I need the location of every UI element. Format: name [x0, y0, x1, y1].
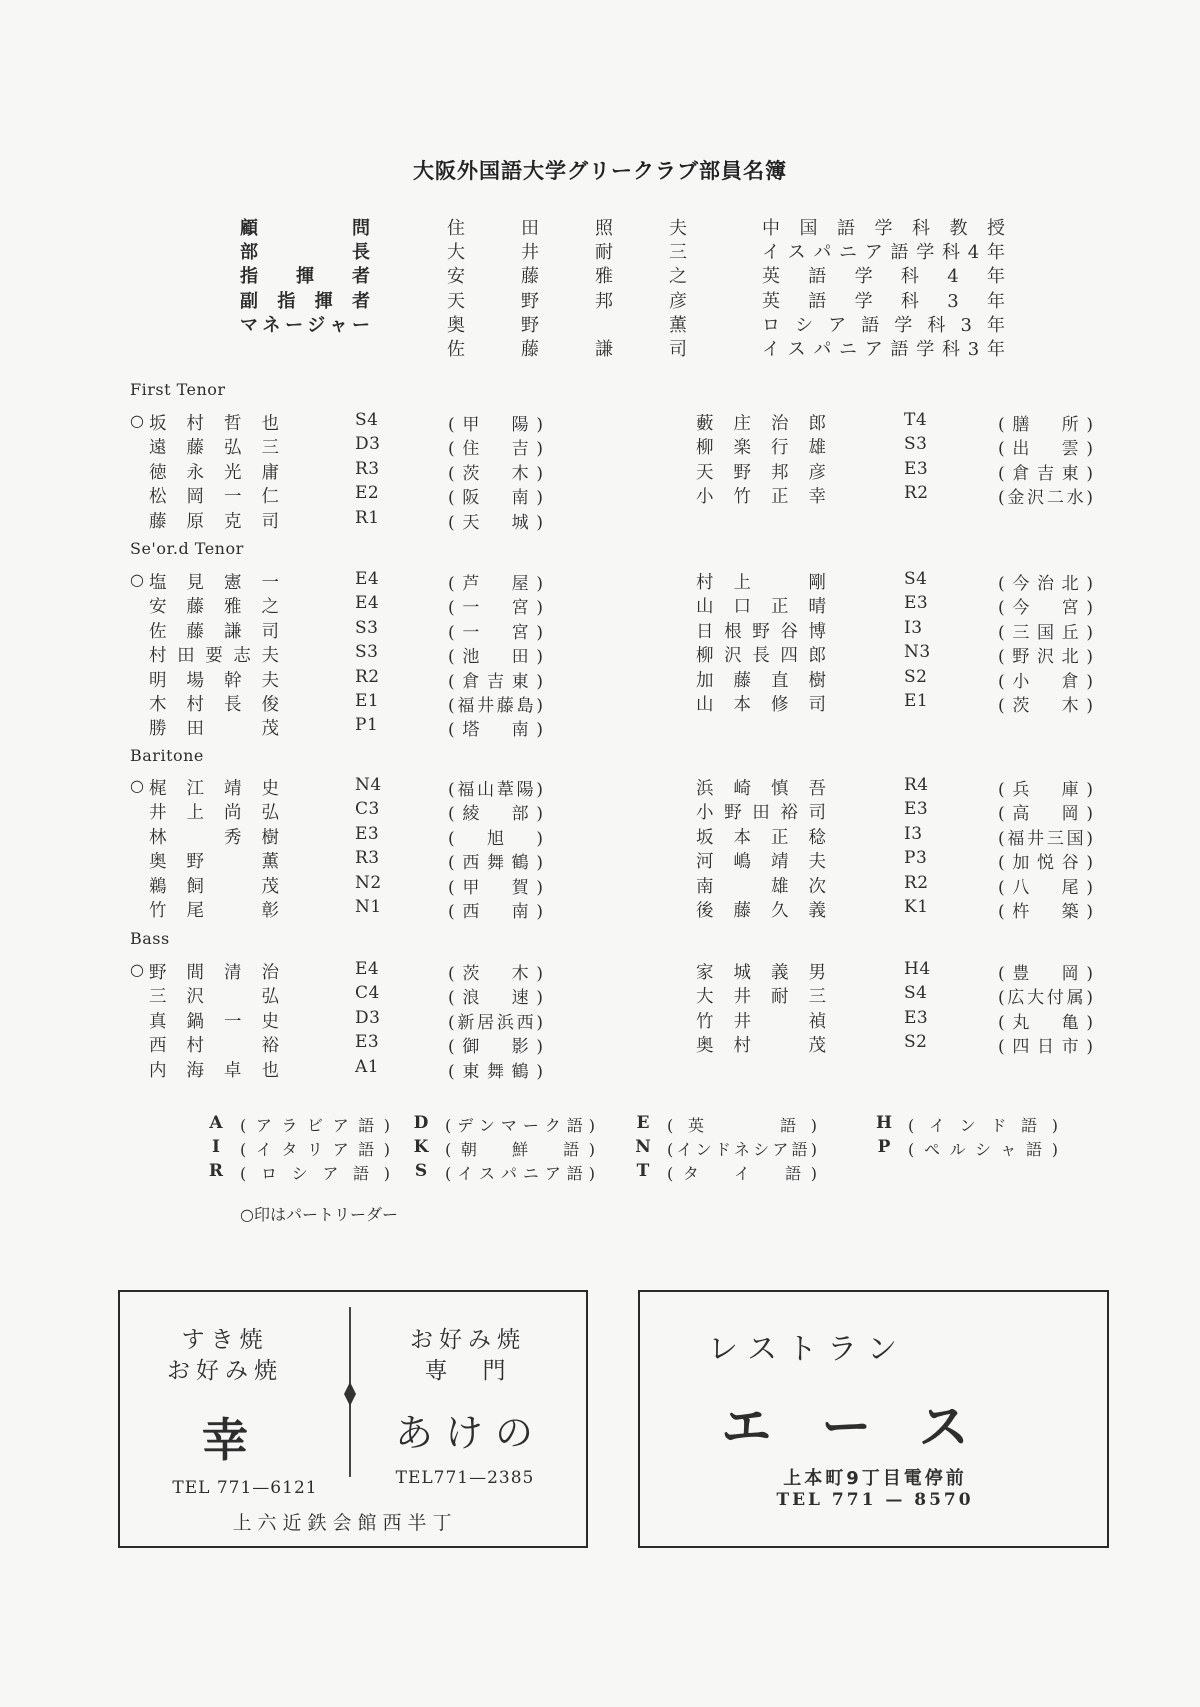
legend-code: A: [209, 1113, 223, 1133]
member-name: 浜崎慎吾: [696, 779, 826, 799]
member-name: 西村 裕: [149, 1036, 279, 1057]
member-hometown: (西 南): [448, 901, 543, 922]
officer-name: 住田照夫: [447, 218, 687, 239]
ad-shop-name: 幸: [202, 1413, 248, 1467]
member-hometown: (三国丘): [998, 622, 1093, 643]
member-name: 天野邦彦: [696, 462, 826, 483]
member-hometown: (倉吉東): [448, 671, 543, 692]
member-hometown: (茨 木): [448, 964, 543, 984]
member-name: 柳沢長四郎: [696, 646, 826, 667]
member-code: D3: [355, 1007, 381, 1028]
section-members: [130, 410, 1093, 533]
member-name: 小竹正幸: [696, 487, 826, 508]
member-hometown: (綾 部): [448, 804, 543, 825]
member-hometown: (浪 速): [448, 988, 543, 1009]
member-row: [130, 642, 1093, 668]
ad-telephone: TEL771—2385: [395, 1468, 535, 1488]
legend-language: (インドネシア語): [667, 1140, 817, 1159]
legend-code: S: [414, 1161, 428, 1181]
officer-name: 奥野 薫: [447, 314, 687, 336]
member-code: S4: [904, 569, 928, 589]
member-code: E4: [355, 593, 380, 614]
officer-role: 副指揮者: [240, 290, 370, 312]
member-name: 真鍋一史: [149, 1011, 279, 1032]
legend-code: N: [635, 1137, 651, 1157]
member-name: 南 雄次: [696, 876, 826, 897]
legend-language: (イスパニア語): [445, 1164, 595, 1183]
ad-restaurant-type: レストラン: [708, 1332, 908, 1367]
member-name: 坂本正稔: [696, 827, 826, 848]
section-members: [130, 569, 1093, 741]
member-hometown: (一 宮): [448, 622, 543, 643]
member-hometown: (一 宮): [448, 598, 543, 619]
ad-telephone: TEL 771 — 8570: [776, 1490, 974, 1510]
part-leader-mark: ○: [130, 776, 144, 795]
member-hometown: (杵 築): [998, 901, 1093, 922]
member-name: 鵜飼 茂: [149, 876, 279, 897]
officers-list: [240, 214, 1010, 359]
member-name: 林 秀樹: [149, 827, 279, 848]
member-name: 内海卓也: [149, 1060, 279, 1081]
member-code: N1: [355, 896, 382, 917]
member-hometown: (新居浜西): [448, 1012, 543, 1033]
member-hometown: (福井藤島): [448, 695, 543, 716]
member-name: 徳永光庸: [149, 462, 279, 483]
legend-language: (ロシア語): [240, 1164, 390, 1183]
legend-row: [205, 1161, 1065, 1185]
member-hometown: (兵 庫): [998, 780, 1093, 800]
member-code: H4: [904, 959, 931, 979]
member-code: E3: [904, 799, 929, 820]
member-code: N2: [355, 872, 382, 893]
member-name: 梶江靖史: [149, 779, 279, 799]
member-name: 竹尾 彰: [149, 900, 279, 921]
member-code: A1: [355, 1056, 380, 1077]
member-hometown: (丸 亀): [998, 1012, 1093, 1033]
member-name: 村上 剛: [696, 573, 826, 593]
officer-row: [240, 311, 1010, 335]
member-row: [130, 593, 1093, 619]
ad-shop-name: あけの: [394, 1411, 545, 1455]
section-members: [130, 775, 1093, 922]
member-hometown: (西舞鶴): [448, 853, 543, 874]
member-hometown: (加悦谷): [998, 853, 1093, 874]
member-code: E4: [355, 959, 380, 979]
member-name: 塩見憲一: [149, 573, 279, 593]
member-code: E3: [355, 823, 380, 844]
officer-row: [240, 335, 1010, 359]
member-row: [130, 896, 1093, 922]
member-hometown: (野沢北): [998, 647, 1093, 668]
ad-subtitle-line: 専 門: [424, 1358, 512, 1384]
member-hometown: (福山葦陽): [448, 780, 543, 800]
member-code: P3: [904, 848, 928, 869]
legend-code: P: [877, 1137, 891, 1157]
member-row: [130, 690, 1093, 716]
officer-role: マネージャー: [240, 314, 370, 336]
member-name: 遠藤弘三: [149, 438, 279, 459]
legend-code: R: [208, 1161, 224, 1181]
member-code: K1: [904, 896, 929, 917]
member-code: R3: [355, 848, 380, 869]
member-name: 木村長俊: [149, 694, 279, 715]
member-code: S4: [355, 410, 379, 430]
member-hometown: (今治北): [998, 574, 1093, 594]
legend-language: (イタリア語): [240, 1140, 390, 1159]
member-hometown: (池 田): [448, 647, 543, 668]
member-code: R1: [355, 507, 380, 528]
member-name: 奥村 茂: [696, 1036, 826, 1057]
member-row: [130, 1032, 1093, 1058]
member-name: 三沢 弘: [149, 987, 279, 1008]
member-row: [130, 799, 1093, 825]
member-row: [130, 483, 1093, 509]
member-hometown: (阪 南): [448, 488, 543, 509]
member-code: E3: [904, 1007, 929, 1028]
member-code: N3: [904, 642, 931, 663]
member-hometown: (茨 木): [998, 695, 1093, 716]
member-hometown: (甲 陽): [448, 415, 543, 435]
member-name: 日根野谷博: [696, 621, 826, 642]
officer-name: 天野邦彦: [447, 290, 687, 312]
legend-language: (デンマーク語): [445, 1116, 595, 1135]
legend-language: (アラビア語): [240, 1116, 390, 1135]
member-hometown: (出 雲): [998, 439, 1093, 460]
legend-language: (英 語): [667, 1116, 817, 1135]
legend-row: [205, 1113, 1065, 1137]
legend-row: [205, 1137, 1065, 1161]
ad-address: 上本町9丁目電停前: [783, 1468, 967, 1489]
legend-code: E: [636, 1113, 650, 1133]
member-code: R2: [355, 666, 380, 687]
member-row: [130, 775, 1093, 800]
legend-code: H: [875, 1113, 893, 1133]
section-label-first-tenor: First Tenor: [130, 380, 226, 399]
member-hometown: (甲 賀): [448, 877, 543, 898]
member-code: E2: [355, 483, 380, 504]
member-name: 山本修司: [696, 694, 826, 715]
member-name: 明場幹夫: [149, 670, 279, 691]
part-leader-mark: ○: [130, 570, 144, 589]
member-hometown: (御 影): [448, 1037, 543, 1058]
member-hometown: (茨 木): [448, 463, 543, 484]
legend-code: K: [413, 1137, 429, 1157]
member-name: 松岡一仁: [149, 487, 279, 508]
member-hometown: (今 宮): [998, 598, 1093, 619]
member-row: [130, 823, 1093, 849]
member-code: S4: [904, 983, 928, 1004]
member-name: 佐藤謙司: [149, 621, 279, 642]
member-row: [130, 848, 1093, 874]
member-hometown: (高 岡): [998, 804, 1093, 825]
member-row: [130, 1057, 1090, 1081]
member-code: S3: [355, 642, 379, 663]
legend-code: T: [636, 1161, 650, 1181]
officer-dept: イスパニア語学科3年: [762, 338, 1005, 360]
member-row: [130, 617, 1093, 643]
member-hometown: (東舞鶴): [448, 1061, 543, 1082]
member-hometown: (四日市): [998, 1037, 1093, 1058]
member-name: 坂村哲也: [149, 414, 279, 434]
officer-role: 部 長: [240, 242, 370, 264]
member-name: 加藤直樹: [696, 670, 826, 691]
member-code: S2: [904, 1032, 928, 1053]
member-hometown: (天 城): [448, 512, 543, 533]
member-hometown: (八 尾): [998, 877, 1093, 898]
ad-subtitle: [150, 1325, 300, 1387]
member-code: S2: [904, 666, 928, 687]
member-name: 藤原克司: [149, 511, 279, 532]
advertisement-left: [118, 1290, 588, 1548]
member-code: D3: [355, 434, 381, 455]
member-code: I3: [904, 617, 923, 638]
member-hometown: (福井三国): [998, 828, 1093, 849]
member-code: N4: [355, 775, 382, 795]
member-row: [130, 458, 1093, 484]
member-name: 勝田 茂: [149, 719, 279, 740]
member-row: [130, 983, 1093, 1009]
member-code: R2: [904, 872, 929, 893]
legend-code: D: [413, 1113, 429, 1133]
officer-dept: 英語学科4年: [762, 266, 1005, 288]
officer-name: 安藤雅之: [447, 266, 687, 288]
member-code: C3: [355, 799, 380, 820]
member-name: 竹井 禎: [696, 1011, 826, 1032]
member-name: 後藤久義: [696, 900, 826, 921]
member-hometown: (塔 南): [448, 720, 543, 741]
member-code: P1: [355, 715, 379, 736]
legend-language: (朝 鮮 語): [445, 1140, 595, 1159]
member-hometown: (膳 所): [998, 415, 1093, 435]
part-leader-mark: ○: [130, 411, 144, 430]
member-name: 大井耐三: [696, 987, 826, 1008]
part-leader-note: ○印はパートリーダー: [240, 1205, 398, 1224]
member-code: R2: [904, 483, 929, 504]
member-hometown: (小 倉): [998, 671, 1093, 692]
member-code: C4: [355, 983, 380, 1004]
officer-row: [240, 214, 1010, 238]
member-name: 野間清治: [149, 963, 279, 983]
member-name: 藪庄治郎: [696, 414, 826, 434]
member-row: [130, 508, 1090, 532]
legend-language: (ペルシャ語): [908, 1140, 1058, 1159]
officer-dept: 英語学科3年: [762, 290, 1005, 312]
officer-role: 指揮者: [240, 266, 370, 288]
part-leader-mark: ○: [130, 960, 144, 979]
member-row: [130, 569, 1093, 594]
officer-role: 顧 問: [240, 218, 370, 239]
member-name: 井上尚弘: [149, 803, 279, 824]
section-label-second-tenor: Se'or.d Tenor: [130, 539, 244, 558]
member-hometown: (倉吉東): [998, 463, 1093, 484]
member-hometown: (広大付属): [998, 988, 1093, 1009]
member-hometown: (金沢二水): [998, 488, 1093, 509]
ad-telephone: TEL 771—6121: [172, 1478, 318, 1498]
member-code: S3: [355, 617, 379, 638]
officer-row: [240, 262, 1010, 286]
ad-subtitle-line: お好み焼: [410, 1327, 526, 1353]
member-row: [130, 1007, 1093, 1033]
officer-dept: 中国語学科教授: [762, 218, 1005, 239]
member-name: 小野田裕司: [696, 803, 826, 824]
officer-dept: イスパニア語学科4年: [762, 242, 1005, 264]
member-code: T4: [904, 410, 928, 430]
officer-name: 佐藤謙司: [447, 338, 687, 360]
member-row: [130, 872, 1093, 898]
member-code: I3: [904, 823, 923, 844]
ad-address: 上六近鉄会館西半丁: [232, 1512, 458, 1534]
ad-subtitle: [368, 1325, 568, 1387]
page-title: 大阪外国語大学グリークラブ部員名簿: [413, 159, 787, 183]
officer-row: [240, 238, 1010, 262]
section-members: [130, 959, 1093, 1082]
ornament-icon: [344, 1382, 356, 1406]
member-name: 家城義男: [696, 963, 826, 983]
member-row: [130, 715, 1090, 739]
advertisement-right: [638, 1290, 1109, 1548]
member-name: 村田要志夫: [149, 646, 279, 667]
legend-language: (タ イ 語): [667, 1164, 817, 1183]
member-code: E1: [904, 690, 929, 711]
member-name: 安藤雅之: [149, 597, 279, 618]
legend-language: (インド語): [908, 1116, 1058, 1135]
member-code: E3: [355, 1032, 380, 1053]
member-code: E3: [904, 458, 929, 479]
member-code: E4: [355, 569, 380, 589]
ad-subtitle-line: すき焼: [181, 1327, 269, 1353]
member-code: R4: [904, 775, 929, 795]
officer-name: 大井耐三: [447, 242, 687, 264]
member-code: S3: [904, 434, 928, 455]
member-row: [130, 410, 1093, 435]
officer-row: [240, 287, 1010, 311]
ad-restaurant-name: エース: [721, 1398, 1019, 1456]
member-name: 奥野 薫: [149, 852, 279, 873]
member-name: 河嶋靖夫: [696, 852, 826, 873]
member-hometown: (豊 岡): [998, 964, 1093, 984]
member-code: E3: [904, 593, 929, 614]
language-legend: [205, 1113, 1065, 1185]
member-code: E1: [355, 690, 380, 711]
member-name: 柳楽行雄: [696, 438, 826, 459]
member-code: R3: [355, 458, 380, 479]
legend-code: I: [212, 1137, 220, 1157]
member-hometown: ( 旭 ): [448, 828, 543, 849]
member-row: [130, 959, 1093, 984]
member-name: 山口正晴: [696, 597, 826, 618]
member-row: [130, 666, 1093, 692]
section-label-bass: Bass: [130, 929, 170, 948]
section-label-baritone: Baritone: [130, 746, 204, 765]
officer-dept: ロシア語学科3年: [762, 314, 1005, 336]
member-row: [130, 434, 1093, 460]
member-hometown: (芦 屋): [448, 574, 543, 594]
member-hometown: (住 吉): [448, 439, 543, 460]
ad-subtitle-line: お好み焼: [167, 1358, 283, 1384]
